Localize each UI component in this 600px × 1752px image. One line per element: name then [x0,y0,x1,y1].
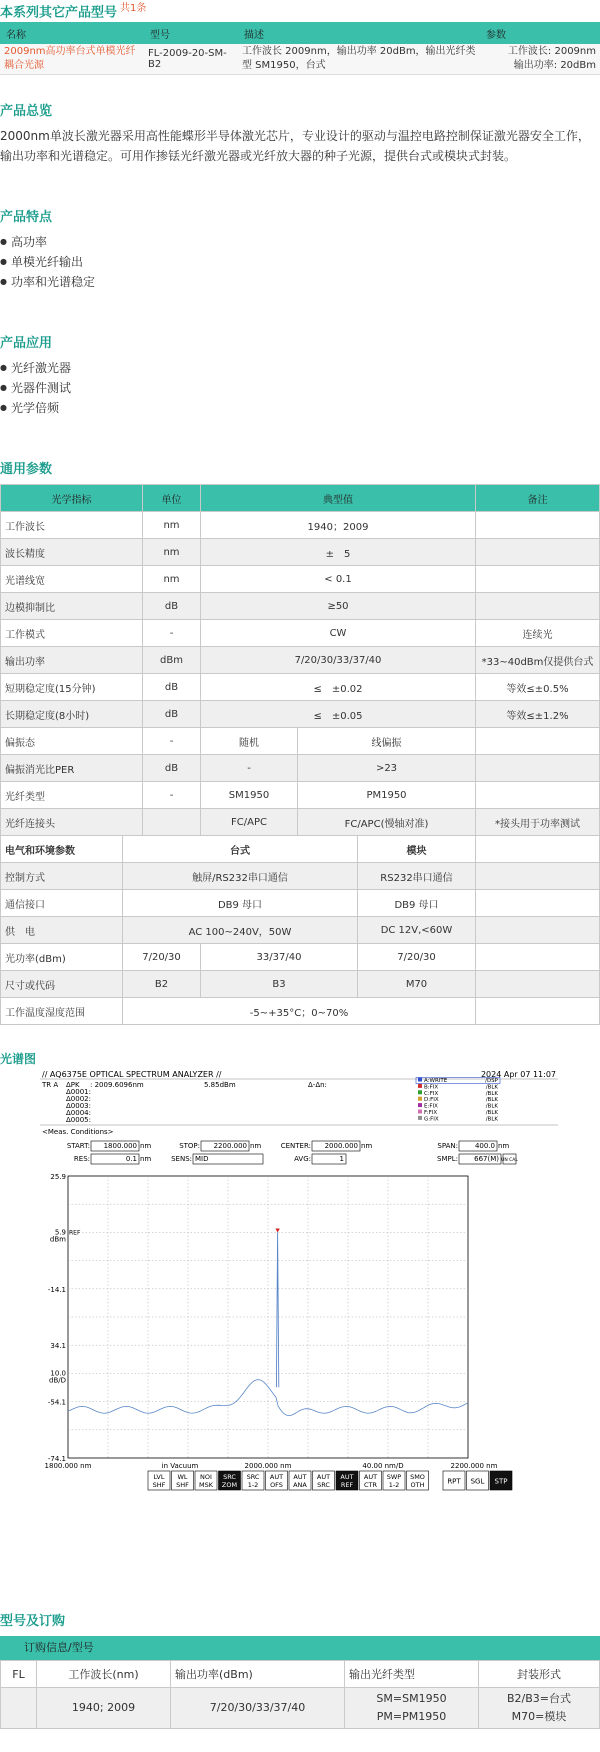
span-unit: nm [498,1142,510,1150]
osa-header-time: 2024 Apr 07 11:07 [480,1070,556,1079]
table-row [1,863,600,890]
trace-color-swatch [418,1103,422,1107]
list-item: ● 单模光纤输出 [0,252,95,272]
overview-title: 产品总览 [0,104,53,119]
related-params [480,44,600,75]
table-row [1,755,600,782]
table-row [1,566,600,593]
softkey-line1: SMO [410,1473,425,1481]
cell: >23 [298,755,476,782]
osa-delta: Δ0004: [66,1109,91,1117]
trace-label: B:FIX [424,1084,439,1091]
trace-mode: /BLK [485,1116,498,1123]
table-row [1,890,600,917]
y-unit-label: dBm [49,1235,66,1244]
related-col-model: 型号 [144,22,238,44]
softkey-line2: 1-2 [388,1481,400,1489]
osa-peak-pwr: 5.85dBm [204,1081,236,1089]
related-desc: 工作波长 2009nm，输出功率 20dBm，输出光纤类型 SM1950，台式 [238,44,480,75]
avg-label: AVG: [294,1155,311,1163]
softkey-line2: CTR [363,1481,378,1489]
table-row [1,782,600,809]
order-col-pkg: 封装形式 [479,1661,600,1688]
stop-label: STOP: [179,1142,200,1150]
sweep-button[interactable] [490,1471,512,1490]
table-row [1,701,600,728]
cell: - [143,782,201,809]
cell [476,863,600,890]
cell [476,593,600,620]
cell: 偏振态 [1,728,143,755]
trace-color-swatch [418,1084,422,1088]
params-col-note: 备注 [476,485,600,512]
cell: 波长精度 [1,539,143,566]
cell: - [201,755,298,782]
cell [476,755,600,782]
cell: 输出功率 [1,647,143,674]
softkey-line1: SWP [386,1473,402,1481]
sens-value: MID [195,1155,209,1163]
table-row [1,998,600,1025]
cell: *接头用于功率测试 [476,809,600,836]
spectrum-screen [40,1068,558,1548]
softkey-line1: SRC [246,1473,260,1481]
cell: dBm [143,647,201,674]
table-row [1,674,600,701]
cell: SM1950 [201,782,298,809]
pkg-option: M70=模块 [511,1710,567,1723]
softkey-line2: MSK [199,1481,213,1489]
softkey-line2: SHF [152,1481,166,1489]
cell [479,1688,600,1729]
cell: nm [143,512,201,539]
cell: *33~40dBm仅提供台式 [476,647,600,674]
cell: 短期稳定度(15分钟) [1,674,143,701]
cell: 控制方式 [1,863,123,890]
smpl-label: SMPL: [437,1155,458,1163]
y-div-unit: dB/D [49,1376,66,1385]
y-tick-label: 25.9 [50,1173,66,1181]
y-div-label: 10.0 [50,1369,66,1378]
spectrum-title: 光谱图 [0,1052,37,1066]
cell: dB [143,755,201,782]
related-count: 共1条 [120,3,147,14]
list-item: ● 光纤激光器 [0,358,71,378]
applications-list [0,358,71,418]
trace-color-swatch [418,1110,422,1114]
cell [476,539,600,566]
table-row [1,944,600,971]
list-item: ● 功率和光谱稳定 [0,272,95,292]
softkey-button[interactable] [242,1471,264,1490]
table-row[interactable] [0,44,600,75]
center-label: CENTER: [280,1142,311,1150]
avg-value: 1 [339,1155,344,1163]
osa-dpk: ΔPK [66,1081,80,1089]
uncal-badge: UN CAL [501,1158,518,1163]
params-col-typical: 典型值 [201,485,476,512]
osa-header-left: // AQ6375E OPTICAL SPECTRUM ANALYZER // [42,1070,222,1079]
softkey-button[interactable] [383,1471,405,1490]
cell: 1940; 2009 [37,1688,171,1729]
osa-peak-wl: : 2009.6096nm [90,1081,144,1089]
cell: 台式 [123,836,358,863]
params-col-unit: 单位 [143,485,201,512]
applications-title: 产品应用 [0,336,53,351]
cell: AC 100~240V，50W [123,917,358,944]
params-title: 通用参数 [0,462,53,477]
trace-mode: /BLK [485,1097,498,1104]
table-row [1,512,600,539]
cell: 工作温度湿度范围 [1,998,123,1025]
table-row [1,1661,600,1688]
softkey-line2: ZOM [221,1481,238,1489]
order-title: 型号及订购 [0,1614,66,1629]
cell [476,998,600,1025]
softkey-line1: AUT [316,1473,331,1481]
related-title-text: 本系列其它产品型号 [0,5,118,21]
smpl-value: 667(M) [474,1155,499,1163]
cell: nm [143,566,201,593]
cell: CW [201,620,476,647]
cell: - [143,620,201,647]
cell [476,566,600,593]
cell: 电气和环境参数 [1,836,123,863]
stop-unit: nm [250,1142,262,1150]
y-tick-label: -74.1 [47,1455,66,1463]
x-tick-label: 2200.000 nm [450,1462,498,1470]
related-param-1: 工作波长: 2009nm [507,46,596,57]
trace-mode: /BLK [485,1103,498,1110]
x-tick-label: 1800.000 nm [44,1462,92,1470]
related-product-link[interactable]: 2009nm高功率台式单模光纤耦合光源 [0,44,144,75]
softkey-button[interactable] [313,1471,335,1490]
cell: 随机 [201,728,298,755]
softkey-line2: OTH [410,1481,425,1489]
cell: M70 [358,971,476,998]
related-products [0,0,600,75]
cell [476,512,600,539]
cell [476,890,600,917]
trace-mode: /BLK [485,1110,498,1116]
pkg-option: B2/B3=台式 [506,1692,571,1705]
cell: 1940；2009 [201,512,476,539]
osa-delta: Δ0005: [66,1116,91,1124]
order-bar [0,1636,600,1660]
order-col-fiber: 输出光纤类型 [345,1661,479,1688]
cell [476,971,600,998]
cell: B2 [123,971,201,998]
cell: dB [143,593,201,620]
cell: 模块 [358,836,476,863]
softkey-line1: SRC [223,1473,236,1481]
cell: RS232串口通信 [358,863,476,890]
cell: FC/APC [201,809,298,836]
cell: FC/APC(慢轴对准) [298,809,476,836]
softkey-line2: OFS [270,1481,283,1489]
start-label: START: [66,1142,90,1150]
softkey-line1: WL [177,1473,188,1481]
softkey-button[interactable] [360,1471,382,1490]
cell: DB9 母口 [123,890,358,917]
y-tick-label: 5.9 [54,1228,66,1237]
table-row [1,836,600,863]
cell: 33/37/40 [201,944,358,971]
sweep-label: RPT [447,1477,461,1486]
cell: dB [143,674,201,701]
table-row [1,647,600,674]
osa-trace: TR A [42,1081,59,1089]
sweep-label: STP [494,1477,508,1486]
softkey-button[interactable] [266,1471,288,1490]
cell [476,728,600,755]
softkey-button[interactable] [289,1471,311,1490]
order-col-fl: FL [1,1661,37,1688]
cell: 尺寸或代码 [1,971,123,998]
cell: 供 电 [1,917,123,944]
cell: - [143,728,201,755]
softkey-line2: SHF [176,1481,189,1489]
osa-delta-an: Δ-Δn: [308,1081,327,1089]
table-row [1,809,600,836]
trace-label: D:FIX [424,1097,439,1104]
cell: 光纤连接头 [1,809,143,836]
start-value: 1800.000 [103,1142,137,1150]
osa-delta: Δ0002: [66,1095,91,1103]
related-param-2: 输出功率: 20dBm [513,60,596,71]
table-row [1,539,600,566]
cell: 等效≤±1.2% [476,701,600,728]
params-col-indicator: 光学指标 [1,485,143,512]
cell [345,1688,479,1729]
trace-mode: /BLK [485,1084,498,1091]
trace-label: F:FIX [424,1110,438,1116]
cell: 触屏/RS232串口通信 [123,863,358,890]
osa-delta: Δ0001: [66,1088,91,1096]
cell [143,809,201,836]
res-value: 0.1 [125,1155,137,1163]
trace-label: C:FIX [424,1090,439,1097]
center-unit: nm [361,1142,373,1150]
cell: ± 5 [201,539,476,566]
ref-label: REF [69,1229,81,1237]
related-model: FL-2009-20-SM-B2 [144,44,238,75]
meas-conditions: <Meas. Conditions> [42,1128,114,1136]
cell: nm [143,539,201,566]
cell: ≤ ±0.02 [201,674,476,701]
params-table [0,484,600,1025]
cell: < 0.1 [201,566,476,593]
trace-label: E:FIX [424,1103,438,1110]
cell: -5~+35°C；0~70% [123,998,476,1025]
cell [476,836,600,863]
cell: 工作模式 [1,620,143,647]
cell [1,1688,37,1729]
related-col-param: 参数 [480,22,600,44]
cell: B3 [201,971,358,998]
span-value: 400.0 [474,1142,495,1150]
trace-mode: /BLK [485,1090,498,1097]
cell: 等效≤±0.5% [476,674,600,701]
softkey-button[interactable] [219,1471,241,1490]
softkey-line1: AUT [293,1473,307,1481]
x-vacuum-label: in Vacuum [161,1462,199,1470]
cell: 光谱线宽 [1,566,143,593]
related-table [0,22,600,75]
table-row [1,917,600,944]
cell: DC 12V,<60W [358,917,476,944]
cell [476,944,600,971]
sens-label: SENS: [171,1155,192,1163]
cell: 连续光 [476,620,600,647]
trace-label: A:WRITE [424,1078,448,1084]
order-bar-label: 订购信息/型号 [24,1641,94,1654]
res-label: RES: [73,1155,90,1163]
cell: 通信接口 [1,890,123,917]
cell: 工作波长 [1,512,143,539]
softkey-line2: 1-2 [247,1481,259,1489]
softkey-button[interactable] [336,1471,358,1490]
cell: 7/20/30/33/37/40 [171,1688,345,1729]
softkey-line1: LVL [153,1473,165,1481]
y-tick-label: -54.1 [47,1398,66,1407]
sweep-button[interactable] [467,1471,489,1490]
related-col-name: 名称 [0,22,144,44]
spectrum-svg [40,1068,558,1548]
x-div-label: 40.00 nm/D [362,1462,404,1470]
trace-label: G:FIX [424,1116,439,1123]
list-item: ● 高功率 [0,232,95,252]
res-unit: nm [140,1155,152,1163]
cell: 7/20/30/33/37/40 [201,647,476,674]
x-center-label: 2000.000 nm [244,1462,292,1470]
softkey-line2: SRC [317,1481,330,1489]
trace-mode: /DSP [485,1078,498,1084]
table-row [1,593,600,620]
cell: 长期稳定度(8小时) [1,701,143,728]
cell: PM1950 [298,782,476,809]
softkey-button[interactable] [407,1471,429,1490]
related-title [0,0,600,22]
fiber-option: PM=PM1950 [376,1710,447,1723]
cell: 边模抑制比 [1,593,143,620]
order-table [0,1660,600,1729]
start-unit: nm [140,1142,152,1150]
cell: ≥50 [201,593,476,620]
order-col-pwr: 输出功率(dBm) [171,1661,345,1688]
softkey-line2: ANA [293,1481,307,1489]
table-row [1,620,600,647]
cell: 光纤类型 [1,782,143,809]
trace-color-swatch [418,1097,422,1101]
list-item: ● 光器件测试 [0,378,71,398]
cell: 偏振消光比PER [1,755,143,782]
softkey-line1: NOI [200,1473,212,1481]
y-tick-label: 34.1 [50,1342,66,1351]
table-row [1,728,600,755]
cell: ≤ ±0.05 [201,701,476,728]
overview-text: 2000nm单波长激光器采用高性能蝶形半导体激光芯片，专业设计的驱动与温控电路控制保证激光器安全工作，输出功率和光谱稳定。可用作掺铥光纤激光器或光纤放大器的种子光源，提供台式或模块式封装。 [0,129,590,163]
sweep-button[interactable] [443,1471,465,1490]
cell: 7/20/30 [123,944,201,971]
center-value: 2000.000 [324,1142,358,1150]
spectrum-plot [45,1173,512,1490]
cell: 7/20/30 [358,944,476,971]
cell: 光功率(dBm) [1,944,123,971]
span-label: SPAN: [437,1142,458,1150]
features-title: 产品特点 [0,210,53,225]
related-col-desc: 描述 [238,22,480,44]
trace-color-swatch [418,1090,422,1094]
order-col-wl: 工作波长(nm) [37,1661,171,1688]
y-tick-label: -14.1 [47,1285,66,1294]
table-row [1,1688,600,1729]
softkey-button[interactable] [172,1471,194,1490]
cell [476,917,600,944]
osa-delta: Δ0003: [66,1102,91,1110]
cell [476,782,600,809]
cell: DB9 母口 [358,890,476,917]
list-item: ● 光学倍频 [0,398,71,418]
softkey-line2: REF [340,1481,354,1489]
sweep-label: SGL [470,1477,485,1486]
table-row [1,971,600,998]
trace-color-swatch [418,1116,422,1120]
features-list [0,232,95,292]
softkey-line1: AUT [363,1473,378,1481]
softkey-line1: AUT [340,1473,354,1481]
cell: dB [143,701,201,728]
trace-color-swatch [418,1078,422,1082]
fiber-option: SM=SM1950 [376,1692,447,1705]
softkey-button[interactable] [195,1471,217,1490]
cell: 线偏振 [298,728,476,755]
softkey-line1: AUT [269,1473,284,1481]
softkey-button[interactable] [148,1471,170,1490]
stop-value: 2200.000 [213,1142,247,1150]
